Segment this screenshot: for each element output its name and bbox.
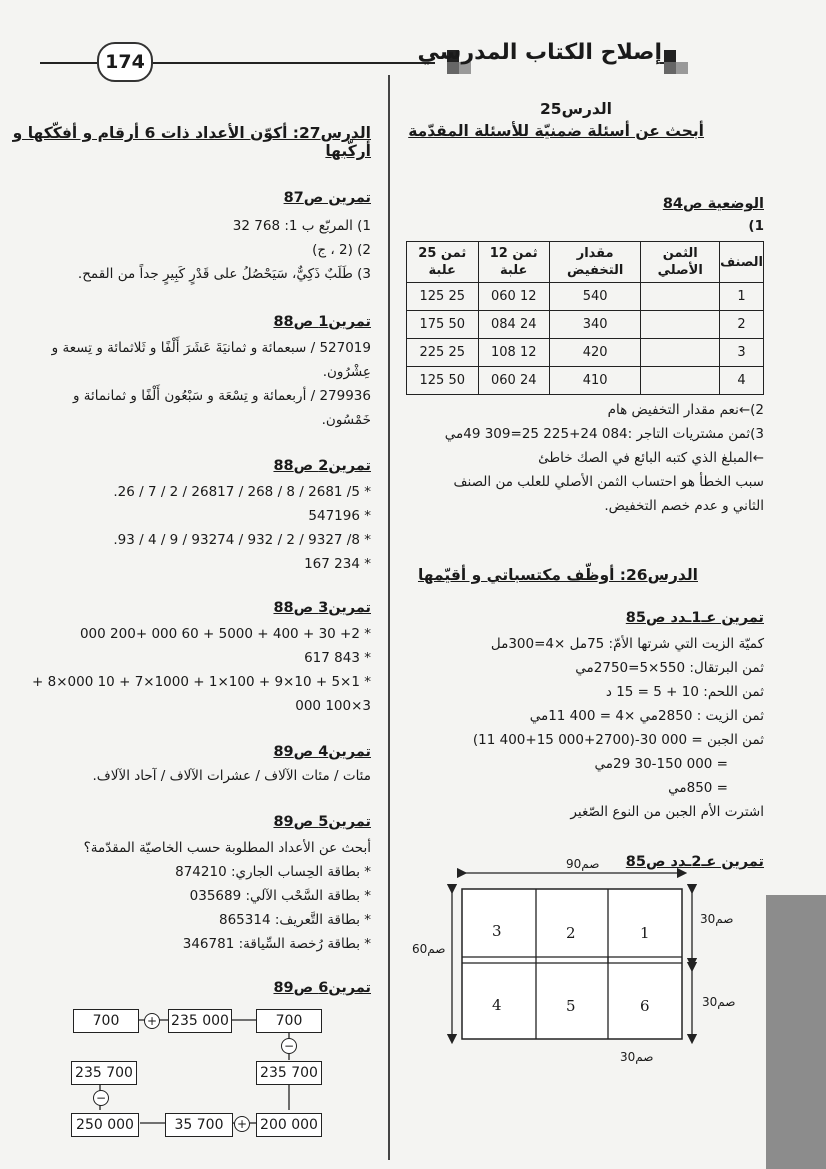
ex88-1-body xyxy=(21,336,371,432)
dim-right-top-label: 30صم xyxy=(700,912,734,926)
answer-line: * بطاقة التَّعريف: 865314 xyxy=(219,912,371,928)
answer-line: الثاني و عدم خصم التخفيض. xyxy=(604,498,764,514)
table-cell: 1 xyxy=(720,283,764,311)
table-cell: 420 xyxy=(549,339,640,367)
dim-top-label: 90صم xyxy=(566,857,600,871)
table-cell: 340 xyxy=(549,311,640,339)
header-rule-left xyxy=(40,62,100,64)
answer-line: اشترت الأم الجبن من النوع الصّغير xyxy=(570,804,764,820)
answer-line: 279936 / أربعمائة و تِسْعَة و سَبْعُون أَلْفًا و ثمانمائة و xyxy=(72,388,371,404)
answer-line: 3)ثمن مشتريات التاجر :084 24+225 25=309 49مي xyxy=(444,426,764,442)
answer-line: * 2+ 30 + 400 + 5000 + 60 000 +200 000 xyxy=(79,626,371,642)
flow-box: 200 000 xyxy=(256,1113,322,1137)
table-header-cell: الثمن الأصلي xyxy=(641,242,720,283)
answer-line: كميّة الزيت التي شرتها الأمّ: 75مل ×4=300مل xyxy=(490,636,764,652)
table-header-cell: الصنف xyxy=(720,242,764,283)
ex89-4-line: مئات / مئات الآلاف / عشرات الآلاف / آحاد الآلاف. xyxy=(92,768,371,784)
table-cell: 24 060 xyxy=(478,367,549,395)
answer-line: عِشْرُون. xyxy=(322,364,371,380)
plus-operator: + xyxy=(234,1116,250,1132)
table-row xyxy=(407,367,764,395)
answer-line: 1) المربّع ب 1: 768 32 xyxy=(232,218,371,234)
table-cell: 12 108 xyxy=(478,339,549,367)
table-cell: 4 xyxy=(720,367,764,395)
minus-operator: − xyxy=(93,1090,109,1106)
ex88-2-title: تمرين2 ص88 xyxy=(273,458,371,474)
answer-line: ←المبلغ الذي كتبه البائع في الصك خاطئ xyxy=(538,450,764,466)
answer-line: * بطاقة رُخصة السِّياقة: 346781 xyxy=(182,936,371,952)
answer-line: * بطاقة الحِساب الجاري: 874210 xyxy=(175,864,371,880)
lesson27-title: الدرس27: أكوّن الأعداد ذات 6 أرقام و أفكّكها و أركّبها xyxy=(12,124,371,160)
deco-square xyxy=(664,62,676,74)
dim-left-label: 60صم xyxy=(412,942,446,956)
deco-square xyxy=(676,62,688,74)
lesson25-subtitle: أبحث عن أسئلة ضمنيّة للأسئلة المقدّمة xyxy=(408,122,704,140)
flow-box: 235 700 xyxy=(256,1061,322,1085)
table-cell xyxy=(641,367,720,395)
ex88-3-body xyxy=(21,622,371,718)
plus-operator: + xyxy=(144,1013,160,1029)
answer-line: * بطاقة السَّحْب الآلي: 035689 xyxy=(189,888,371,904)
ex89-4-title: تمرين4 ص89 xyxy=(273,744,371,760)
table-cell: 3 xyxy=(720,339,764,367)
ex85a-body xyxy=(404,632,764,824)
ex88-3-title: تمرين3 ص88 xyxy=(273,600,371,616)
flow-box: 250 000 xyxy=(71,1113,139,1137)
answer-line: 527019 / سبعمائة و ثمانيَةَ عَشَرَ أَلْفًا و ثَلاثمائة و تِسعة و xyxy=(51,340,371,356)
ex87-body xyxy=(21,214,371,286)
table-cell: 410 xyxy=(549,367,640,395)
flow-box: 700 xyxy=(73,1009,139,1033)
table-cell: 24 084 xyxy=(478,311,549,339)
situation84-answers xyxy=(404,398,764,518)
answer-line: سبب الخطأ هو احتساب الثمن الأصلي للعلب من الصنف xyxy=(453,474,764,490)
answer-line: ثمن اللحم: 10 + 5 = 15 د xyxy=(605,684,764,700)
flow-box: 235 000 xyxy=(168,1009,232,1033)
flow-box: 700 xyxy=(256,1009,322,1033)
answer-line: * 234 167 xyxy=(304,556,371,572)
table-cell: 50 175 xyxy=(407,311,479,339)
area-diagram xyxy=(410,855,760,1070)
header-rule-middle xyxy=(150,62,435,64)
answer-line: ثمن البرتقال: 550×5=2750مي xyxy=(575,660,764,676)
diagram-label-1: 1 xyxy=(640,924,650,942)
answer-line: * 1×5 + 10×9 + 100×1 + 1000×7 + 10 000×8 + xyxy=(32,674,371,690)
table-row xyxy=(407,311,764,339)
lesson26-title: الدرس26: أوظّف مكتسباتي و أقيّمها xyxy=(417,566,698,584)
answer-line: 2)←نعم مقدار التخفيض هام xyxy=(607,402,764,418)
table-cell: 50 125 xyxy=(407,367,479,395)
dim-right-bottom-label: 30صم xyxy=(702,995,736,1009)
table-cell: 2 xyxy=(720,311,764,339)
answer-line: * 8/ 9327 / 2 / 932 / 93274 / 9 / 4 / 93. xyxy=(113,532,371,548)
situation84-q1: 1) xyxy=(748,218,764,234)
table-header-row xyxy=(407,242,764,283)
answer-line: ثمن الجبن = 000 30-(2700+000 15+400 11) xyxy=(472,732,764,748)
table-cell: 540 xyxy=(549,283,640,311)
table-cell: 25 125 xyxy=(407,283,479,311)
answer-line: أبحث عن الأعداد المطلوبة حسب الخاصيّة المقدّمة؟ xyxy=(83,840,371,856)
table-row xyxy=(407,283,764,311)
flow-box: 235 700 xyxy=(71,1061,137,1085)
table-row xyxy=(407,339,764,367)
diagram-label-3: 3 xyxy=(492,922,502,940)
table-header-cell: ثمن 12 علبة xyxy=(478,242,549,283)
answer-line: 2) (2 ، ج) xyxy=(312,242,371,258)
ex85b-title: تمرين عـ2ـدد ص85 xyxy=(625,854,764,870)
ex85a-title: تمرين عـ1ـدد ص85 xyxy=(625,610,764,626)
ex89-5-title: تمرين5 ص89 xyxy=(273,814,371,830)
table-cell: 12 060 xyxy=(478,283,549,311)
dim-bottom-label: 30صم xyxy=(620,1050,654,1064)
flow-box: 35 700 xyxy=(165,1113,233,1137)
table-cell: 25 225 xyxy=(407,339,479,367)
diagram-label-2: 2 xyxy=(566,924,576,942)
answer-line: = 850مي xyxy=(668,780,728,796)
answer-line: 3×100 000 xyxy=(295,698,371,714)
ex89-5-body xyxy=(21,836,371,956)
answer-line: ثمن الزيت : 2850مي ×4 = 400 11مي xyxy=(529,708,764,724)
ex88-1-title: تمرين1 ص88 xyxy=(273,314,371,330)
diagram-label-4: 4 xyxy=(492,996,502,1014)
answer-line: * 5/ 2681 / 8 / 268 / 26817 / 2 / 7 / 26. xyxy=(113,484,371,500)
ex88-2-body xyxy=(21,480,371,576)
answer-line: * 843 617 xyxy=(304,650,371,666)
column-divider xyxy=(388,75,390,1160)
diagram-label-5: 5 xyxy=(566,997,576,1015)
answer-line: = 000 30-150 29مي xyxy=(594,756,728,772)
table-header-cell: ثمن 25 علبة xyxy=(407,242,479,283)
outer-rect xyxy=(462,889,682,1039)
table-header-cell: مقدار التخفيض xyxy=(549,242,640,283)
page-number: 174 xyxy=(97,42,153,82)
answer-line: خَمْسُون. xyxy=(321,412,371,428)
answer-line: * 547196 xyxy=(308,508,371,524)
discount-table xyxy=(406,241,764,395)
ex89-6-title: تمرين6 ص89 xyxy=(273,980,371,996)
table-cell xyxy=(641,283,720,311)
diagram-label-6: 6 xyxy=(640,997,650,1015)
table-cell xyxy=(641,339,720,367)
minus-operator: − xyxy=(281,1038,297,1054)
table-cell xyxy=(641,311,720,339)
lesson25-title: الدرس25 xyxy=(540,100,612,118)
side-thumb-tab xyxy=(766,895,826,1169)
answer-line: 3) طَلَبٌ ذَكِيٌّ، سَيَحْصُلُ على قَدْرٍ كَبِيرٍ جداً من القمح. xyxy=(77,266,371,282)
page-header-title: إصلاح الكتاب المدرسي xyxy=(417,40,662,65)
deco-square xyxy=(664,50,676,62)
situation84-title: الوضعية ص84 xyxy=(662,196,764,212)
ex87-title: تمرين ص87 xyxy=(283,190,371,206)
